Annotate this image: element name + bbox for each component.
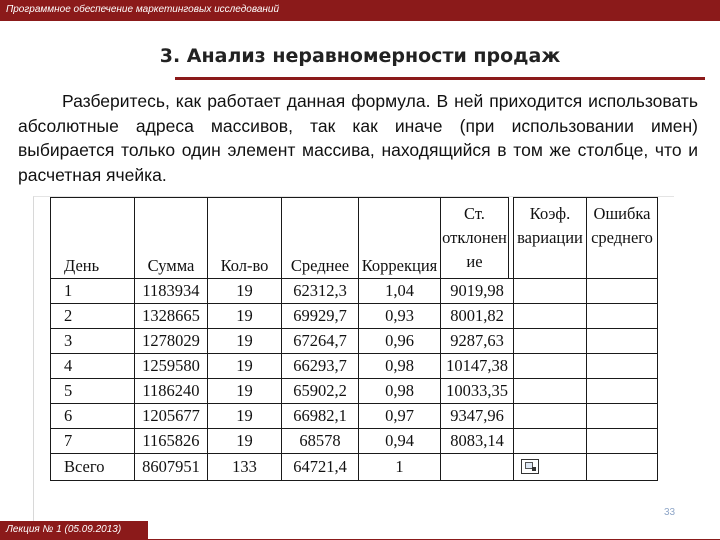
total-sum: 8607951 xyxy=(135,454,208,481)
cell-day: 1 xyxy=(51,279,135,304)
cell-average: 66293,7 xyxy=(282,354,359,379)
cell-cv xyxy=(514,304,587,329)
cell-mean-error xyxy=(587,429,658,454)
table-row xyxy=(51,304,658,329)
header-std-dev xyxy=(441,198,509,279)
header-mean-error xyxy=(587,198,658,279)
cell-correction: 0,93 xyxy=(359,304,441,329)
cell-day: 7 xyxy=(51,429,135,454)
footer-bar xyxy=(0,521,148,540)
cell-day: 5 xyxy=(51,379,135,404)
table-total-row xyxy=(51,454,658,481)
cell-correction: 0,96 xyxy=(359,329,441,354)
cell-average: 69929,7 xyxy=(282,304,359,329)
cell-cv xyxy=(514,404,587,429)
cell-std-dev: 10147,38 xyxy=(441,354,514,379)
cell-average: 65902,2 xyxy=(282,379,359,404)
cell-mean-error xyxy=(587,404,658,429)
cell-count: 19 xyxy=(208,304,282,329)
table-row xyxy=(51,404,658,429)
cell-sum: 1183934 xyxy=(135,279,208,304)
cell-mean-error xyxy=(587,329,658,354)
cell-cv xyxy=(514,354,587,379)
header-sum: Сумма xyxy=(135,198,208,279)
cell-correction: 0,98 xyxy=(359,379,441,404)
table-row xyxy=(51,429,658,454)
cell-cv xyxy=(514,279,587,304)
header-bar xyxy=(0,0,720,21)
cell-cv xyxy=(514,329,587,354)
cell-sum: 1328665 xyxy=(135,304,208,329)
header-average: Среднее xyxy=(282,198,359,279)
header-cv-line1: Коэф. xyxy=(529,204,571,223)
cell-average: 62312,3 xyxy=(282,279,359,304)
total-std-dev xyxy=(441,454,514,481)
cell-day: 3 xyxy=(51,329,135,354)
data-table xyxy=(50,197,658,481)
cell-mean-error xyxy=(587,279,658,304)
total-correction: 1 xyxy=(359,454,441,481)
cell-mean-error xyxy=(587,379,658,404)
body-paragraph xyxy=(18,89,698,187)
cell-std-dev: 9287,63 xyxy=(441,329,514,354)
header-std-line3: ие xyxy=(466,252,483,271)
header-day: День xyxy=(51,198,135,279)
table-row xyxy=(51,379,658,404)
cell-mean-error xyxy=(587,354,658,379)
table-header-row xyxy=(51,198,658,279)
cell-std-dev: 8001,82 xyxy=(441,304,514,329)
header-cv xyxy=(514,198,587,279)
cell-count: 19 xyxy=(208,329,282,354)
total-mean-error xyxy=(587,454,658,481)
header-err-line1: Ошибка xyxy=(593,204,651,223)
cell-cv xyxy=(514,379,587,404)
cell-sum: 1165826 xyxy=(135,429,208,454)
cell-sum: 1205677 xyxy=(135,404,208,429)
cell-sum: 1259580 xyxy=(135,354,208,379)
cell-average: 68578 xyxy=(282,429,359,454)
header-correction: Коррекция xyxy=(359,198,441,279)
paragraph-text: Разберитесь, как работает данная формула. В ней приходится использовать абсолютные адреса массивов, так как иначе (при использовании имен) выбирается только один элемент массива, находящийся в том же столбце, что и расчетная ячейка. xyxy=(18,91,698,185)
cell-day: 4 xyxy=(51,354,135,379)
cell-sum: 1186240 xyxy=(135,379,208,404)
cell-correction: 1,04 xyxy=(359,279,441,304)
total-label: Всего xyxy=(51,454,135,481)
course-title: Программное обеспечение маркетинговых исследований xyxy=(6,4,280,15)
cell-count: 19 xyxy=(208,279,282,304)
cell-day: 6 xyxy=(51,404,135,429)
cell-count: 19 xyxy=(208,429,282,454)
cell-cv xyxy=(514,429,587,454)
cell-average: 66982,1 xyxy=(282,404,359,429)
cell-average: 67264,7 xyxy=(282,329,359,354)
lecture-label: Лекция № 1 (05.09.2013) xyxy=(6,524,122,535)
cell-day: 2 xyxy=(51,304,135,329)
slide-title: 3. Анализ неравномерности продаж xyxy=(159,45,561,67)
title-underline xyxy=(175,77,705,80)
page-number: 33 xyxy=(664,507,676,518)
cell-count: 19 xyxy=(208,354,282,379)
table-row xyxy=(51,279,658,304)
cell-correction: 0,94 xyxy=(359,429,441,454)
cell-std-dev: 10033,35 xyxy=(441,379,514,404)
table-row xyxy=(51,329,658,354)
header-std-line1: Ст. xyxy=(464,204,485,223)
cell-correction: 0,97 xyxy=(359,404,441,429)
cell-count: 19 xyxy=(208,404,282,429)
cell-mean-error xyxy=(587,304,658,329)
cell-std-dev: 8083,14 xyxy=(441,429,514,454)
cell-sum: 1278029 xyxy=(135,329,208,354)
cell-std-dev: 9347,96 xyxy=(441,404,514,429)
total-average: 64721,4 xyxy=(282,454,359,481)
total-count: 133 xyxy=(208,454,282,481)
cell-count: 19 xyxy=(208,379,282,404)
header-count: Кол-во xyxy=(208,198,282,279)
cell-correction: 0,98 xyxy=(359,354,441,379)
paste-options-icon[interactable] xyxy=(521,459,539,474)
cell-std-dev: 9019,98 xyxy=(441,279,514,304)
header-err-line2: среднего xyxy=(591,228,653,247)
header-std-line2: отклонен xyxy=(442,228,507,247)
table-row xyxy=(51,354,658,379)
header-cv-line2: вариации xyxy=(517,228,583,247)
